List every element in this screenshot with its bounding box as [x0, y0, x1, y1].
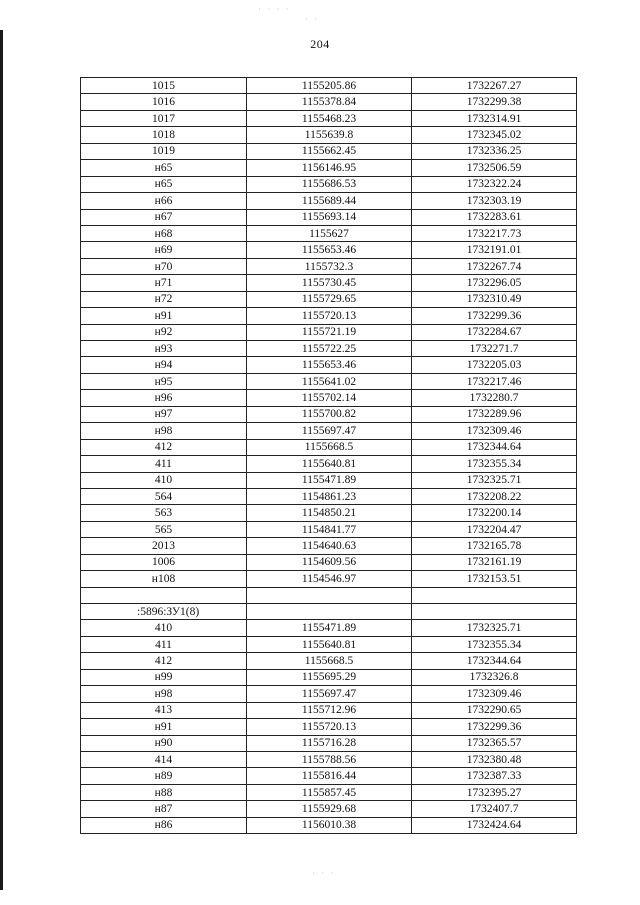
- point-number-cell: 410: [81, 620, 247, 636]
- x-coordinate-cell: 1155712.96: [247, 702, 412, 718]
- y-coordinate-cell: 1732280.7: [412, 390, 577, 406]
- table-row: [81, 308, 577, 324]
- y-coordinate-cell: 1732217.73: [412, 225, 577, 241]
- y-coordinate-cell: [412, 587, 577, 603]
- table-row: [81, 176, 577, 192]
- point-number-cell: 1016: [81, 94, 247, 110]
- table-row: [81, 357, 577, 373]
- x-coordinate-cell: 1154609.56: [247, 554, 412, 570]
- x-coordinate-cell: 1155857.45: [247, 784, 412, 800]
- point-number-cell: н95: [81, 373, 247, 389]
- table-row: [81, 719, 577, 735]
- table-row: [81, 78, 577, 94]
- y-coordinate-cell: 1732325.71: [412, 472, 577, 488]
- table-row: [81, 521, 577, 537]
- table-row: [81, 94, 577, 110]
- x-coordinate-cell: 1155788.56: [247, 751, 412, 767]
- point-number-cell: 410: [81, 472, 247, 488]
- x-coordinate-cell: 1155816.44: [247, 768, 412, 784]
- x-coordinate-cell: 1155639.8: [247, 127, 412, 143]
- y-coordinate-cell: 1732395.27: [412, 784, 577, 800]
- point-number-cell: 412: [81, 439, 247, 455]
- y-coordinate-cell: 1732299.38: [412, 94, 577, 110]
- point-number-cell: 1015: [81, 78, 247, 94]
- x-coordinate-cell: 1155729.65: [247, 291, 412, 307]
- point-number-cell: [81, 587, 247, 603]
- point-number-cell: 1018: [81, 127, 247, 143]
- x-coordinate-cell: [247, 587, 412, 603]
- y-coordinate-cell: 1732322.24: [412, 176, 577, 192]
- table-row: [81, 423, 577, 439]
- plot-label-cell: :5896:ЗУ1(8): [81, 604, 247, 620]
- point-number-cell: 411: [81, 636, 247, 652]
- point-number-cell: н70: [81, 258, 247, 274]
- point-number-cell: н92: [81, 324, 247, 340]
- y-coordinate-cell: 1732296.05: [412, 275, 577, 291]
- x-coordinate-cell: 1156010.38: [247, 817, 412, 833]
- y-coordinate-cell: 1732161.19: [412, 554, 577, 570]
- point-number-cell: н65: [81, 160, 247, 176]
- point-number-cell: 1017: [81, 110, 247, 126]
- table-row: [81, 784, 577, 800]
- y-coordinate-cell: 1732267.27: [412, 78, 577, 94]
- y-coordinate-cell: 1732191.01: [412, 242, 577, 258]
- table-row: [81, 817, 577, 833]
- y-coordinate-cell: 1732153.51: [412, 571, 577, 587]
- table-row: [81, 275, 577, 291]
- y-coordinate-cell: 1732344.64: [412, 653, 577, 669]
- y-coordinate-cell: 1732208.22: [412, 488, 577, 504]
- table-row: [81, 735, 577, 751]
- table-row: [81, 242, 577, 258]
- table-row: [81, 324, 577, 340]
- y-coordinate-cell: 1732314.91: [412, 110, 577, 126]
- y-coordinate-cell: 1732200.14: [412, 505, 577, 521]
- table-row: [81, 587, 577, 603]
- point-number-cell: н65: [81, 176, 247, 192]
- point-number-cell: 2013: [81, 538, 247, 554]
- y-coordinate-cell: 1732303.19: [412, 193, 577, 209]
- x-coordinate-cell: 1155653.46: [247, 242, 412, 258]
- table-row: [81, 604, 577, 620]
- table-row: [81, 472, 577, 488]
- table-row: [81, 702, 577, 718]
- point-number-cell: н90: [81, 735, 247, 751]
- table-row: [81, 193, 577, 209]
- x-coordinate-cell: 1155205.86: [247, 78, 412, 94]
- y-coordinate-cell: 1732387.33: [412, 768, 577, 784]
- point-number-cell: 1019: [81, 143, 247, 159]
- y-coordinate-cell: 1732205.03: [412, 357, 577, 373]
- table-row: [81, 110, 577, 126]
- x-coordinate-cell: 1155720.13: [247, 719, 412, 735]
- y-coordinate-cell: 1732344.64: [412, 439, 577, 455]
- point-number-cell: н91: [81, 719, 247, 735]
- x-coordinate-cell: 1155721.19: [247, 324, 412, 340]
- table-row: [81, 571, 577, 587]
- x-coordinate-cell: 1155468.23: [247, 110, 412, 126]
- table-row: [81, 225, 577, 241]
- point-number-cell: 413: [81, 702, 247, 718]
- table-row: [81, 801, 577, 817]
- table-row: [81, 209, 577, 225]
- point-number-cell: н68: [81, 225, 247, 241]
- table-row: [81, 636, 577, 652]
- y-coordinate-cell: 1732380.48: [412, 751, 577, 767]
- table-row: [81, 406, 577, 422]
- table-row: [81, 439, 577, 455]
- x-coordinate-cell: 1154861.23: [247, 488, 412, 504]
- table-row: [81, 768, 577, 784]
- scan-noise: · ·: [305, 14, 320, 24]
- y-coordinate-cell: 1732355.34: [412, 456, 577, 472]
- point-number-cell: н94: [81, 357, 247, 373]
- table-row: [81, 373, 577, 389]
- coordinates-table: [80, 77, 577, 834]
- x-coordinate-cell: 1154850.21: [247, 505, 412, 521]
- table-row: [81, 653, 577, 669]
- table-row: [81, 686, 577, 702]
- y-coordinate-cell: 1732267.74: [412, 258, 577, 274]
- y-coordinate-cell: 1732217.46: [412, 373, 577, 389]
- point-number-cell: н96: [81, 390, 247, 406]
- point-number-cell: н86: [81, 817, 247, 833]
- x-coordinate-cell: 1154546.97: [247, 571, 412, 587]
- point-number-cell: н98: [81, 423, 247, 439]
- point-number-cell: н87: [81, 801, 247, 817]
- x-coordinate-cell: 1155471.89: [247, 620, 412, 636]
- x-coordinate-cell: 1155662.45: [247, 143, 412, 159]
- scan-noise: · · ·: [312, 868, 336, 878]
- y-coordinate-cell: 1732290.65: [412, 702, 577, 718]
- point-number-cell: н98: [81, 686, 247, 702]
- point-number-cell: н99: [81, 669, 247, 685]
- point-number-cell: 565: [81, 521, 247, 537]
- table-row: [81, 291, 577, 307]
- table-row: [81, 751, 577, 767]
- point-number-cell: 411: [81, 456, 247, 472]
- y-coordinate-cell: 1732345.02: [412, 127, 577, 143]
- point-number-cell: 563: [81, 505, 247, 521]
- x-coordinate-cell: 1155689.44: [247, 193, 412, 209]
- y-coordinate-cell: 1732407.7: [412, 801, 577, 817]
- x-coordinate-cell: [247, 604, 412, 620]
- y-coordinate-cell: 1732326.8: [412, 669, 577, 685]
- y-coordinate-cell: 1732506.59: [412, 160, 577, 176]
- x-coordinate-cell: 1155700.82: [247, 406, 412, 422]
- x-coordinate-cell: 1155627: [247, 225, 412, 241]
- x-coordinate-cell: 1155693.14: [247, 209, 412, 225]
- y-coordinate-cell: 1732284.67: [412, 324, 577, 340]
- x-coordinate-cell: 1155378.84: [247, 94, 412, 110]
- table-row: [81, 258, 577, 274]
- y-coordinate-cell: 1732336.25: [412, 143, 577, 159]
- table-row: [81, 160, 577, 176]
- table-row: [81, 620, 577, 636]
- x-coordinate-cell: 1155716.28: [247, 735, 412, 751]
- y-coordinate-cell: 1732299.36: [412, 719, 577, 735]
- y-coordinate-cell: 1732204.47: [412, 521, 577, 537]
- table-row: [81, 554, 577, 570]
- table-row: [81, 143, 577, 159]
- x-coordinate-cell: 1155686.53: [247, 176, 412, 192]
- x-coordinate-cell: 1155471.89: [247, 472, 412, 488]
- point-number-cell: н108: [81, 571, 247, 587]
- point-number-cell: н71: [81, 275, 247, 291]
- x-coordinate-cell: 1155722.25: [247, 341, 412, 357]
- table-row: [81, 390, 577, 406]
- x-coordinate-cell: 1155702.14: [247, 390, 412, 406]
- table-row: [81, 488, 577, 504]
- point-number-cell: н93: [81, 341, 247, 357]
- x-coordinate-cell: 1155720.13: [247, 308, 412, 324]
- point-number-cell: н66: [81, 193, 247, 209]
- point-number-cell: н88: [81, 784, 247, 800]
- point-number-cell: н91: [81, 308, 247, 324]
- point-number-cell: н97: [81, 406, 247, 422]
- point-number-cell: н89: [81, 768, 247, 784]
- y-coordinate-cell: 1732299.36: [412, 308, 577, 324]
- x-coordinate-cell: 1154640.63: [247, 538, 412, 554]
- table-row: [81, 127, 577, 143]
- y-coordinate-cell: 1732165.78: [412, 538, 577, 554]
- table-row: [81, 505, 577, 521]
- page-number: 204: [310, 37, 330, 51]
- x-coordinate-cell: 1155653.46: [247, 357, 412, 373]
- x-coordinate-cell: 1155732.3: [247, 258, 412, 274]
- page-edge-shadow: [0, 30, 3, 890]
- y-coordinate-cell: 1732355.34: [412, 636, 577, 652]
- point-number-cell: 414: [81, 751, 247, 767]
- x-coordinate-cell: 1155929.68: [247, 801, 412, 817]
- x-coordinate-cell: 1155695.29: [247, 669, 412, 685]
- table-row: [81, 456, 577, 472]
- y-coordinate-cell: 1732325.71: [412, 620, 577, 636]
- table-row: [81, 669, 577, 685]
- point-number-cell: 564: [81, 488, 247, 504]
- y-coordinate-cell: 1732365.57: [412, 735, 577, 751]
- x-coordinate-cell: 1155697.47: [247, 686, 412, 702]
- x-coordinate-cell: 1155641.02: [247, 373, 412, 389]
- table-row: [81, 538, 577, 554]
- scan-noise: · · · ·: [258, 4, 291, 14]
- point-number-cell: н69: [81, 242, 247, 258]
- point-number-cell: н72: [81, 291, 247, 307]
- y-coordinate-cell: 1732309.46: [412, 686, 577, 702]
- x-coordinate-cell: 1155730.45: [247, 275, 412, 291]
- x-coordinate-cell: 1155640.81: [247, 456, 412, 472]
- table-row: [81, 341, 577, 357]
- y-coordinate-cell: [412, 604, 577, 620]
- x-coordinate-cell: 1154841.77: [247, 521, 412, 537]
- y-coordinate-cell: 1732424.64: [412, 817, 577, 833]
- x-coordinate-cell: 1156146.95: [247, 160, 412, 176]
- x-coordinate-cell: 1155668.5: [247, 439, 412, 455]
- y-coordinate-cell: 1732309.46: [412, 423, 577, 439]
- y-coordinate-cell: 1732310.49: [412, 291, 577, 307]
- x-coordinate-cell: 1155640.81: [247, 636, 412, 652]
- y-coordinate-cell: 1732289.96: [412, 406, 577, 422]
- point-number-cell: 1006: [81, 554, 247, 570]
- point-number-cell: 412: [81, 653, 247, 669]
- point-number-cell: н67: [81, 209, 247, 225]
- x-coordinate-cell: 1155668.5: [247, 653, 412, 669]
- y-coordinate-cell: 1732283.61: [412, 209, 577, 225]
- y-coordinate-cell: 1732271.7: [412, 341, 577, 357]
- coordinates-table-body: [81, 78, 577, 834]
- x-coordinate-cell: 1155697.47: [247, 423, 412, 439]
